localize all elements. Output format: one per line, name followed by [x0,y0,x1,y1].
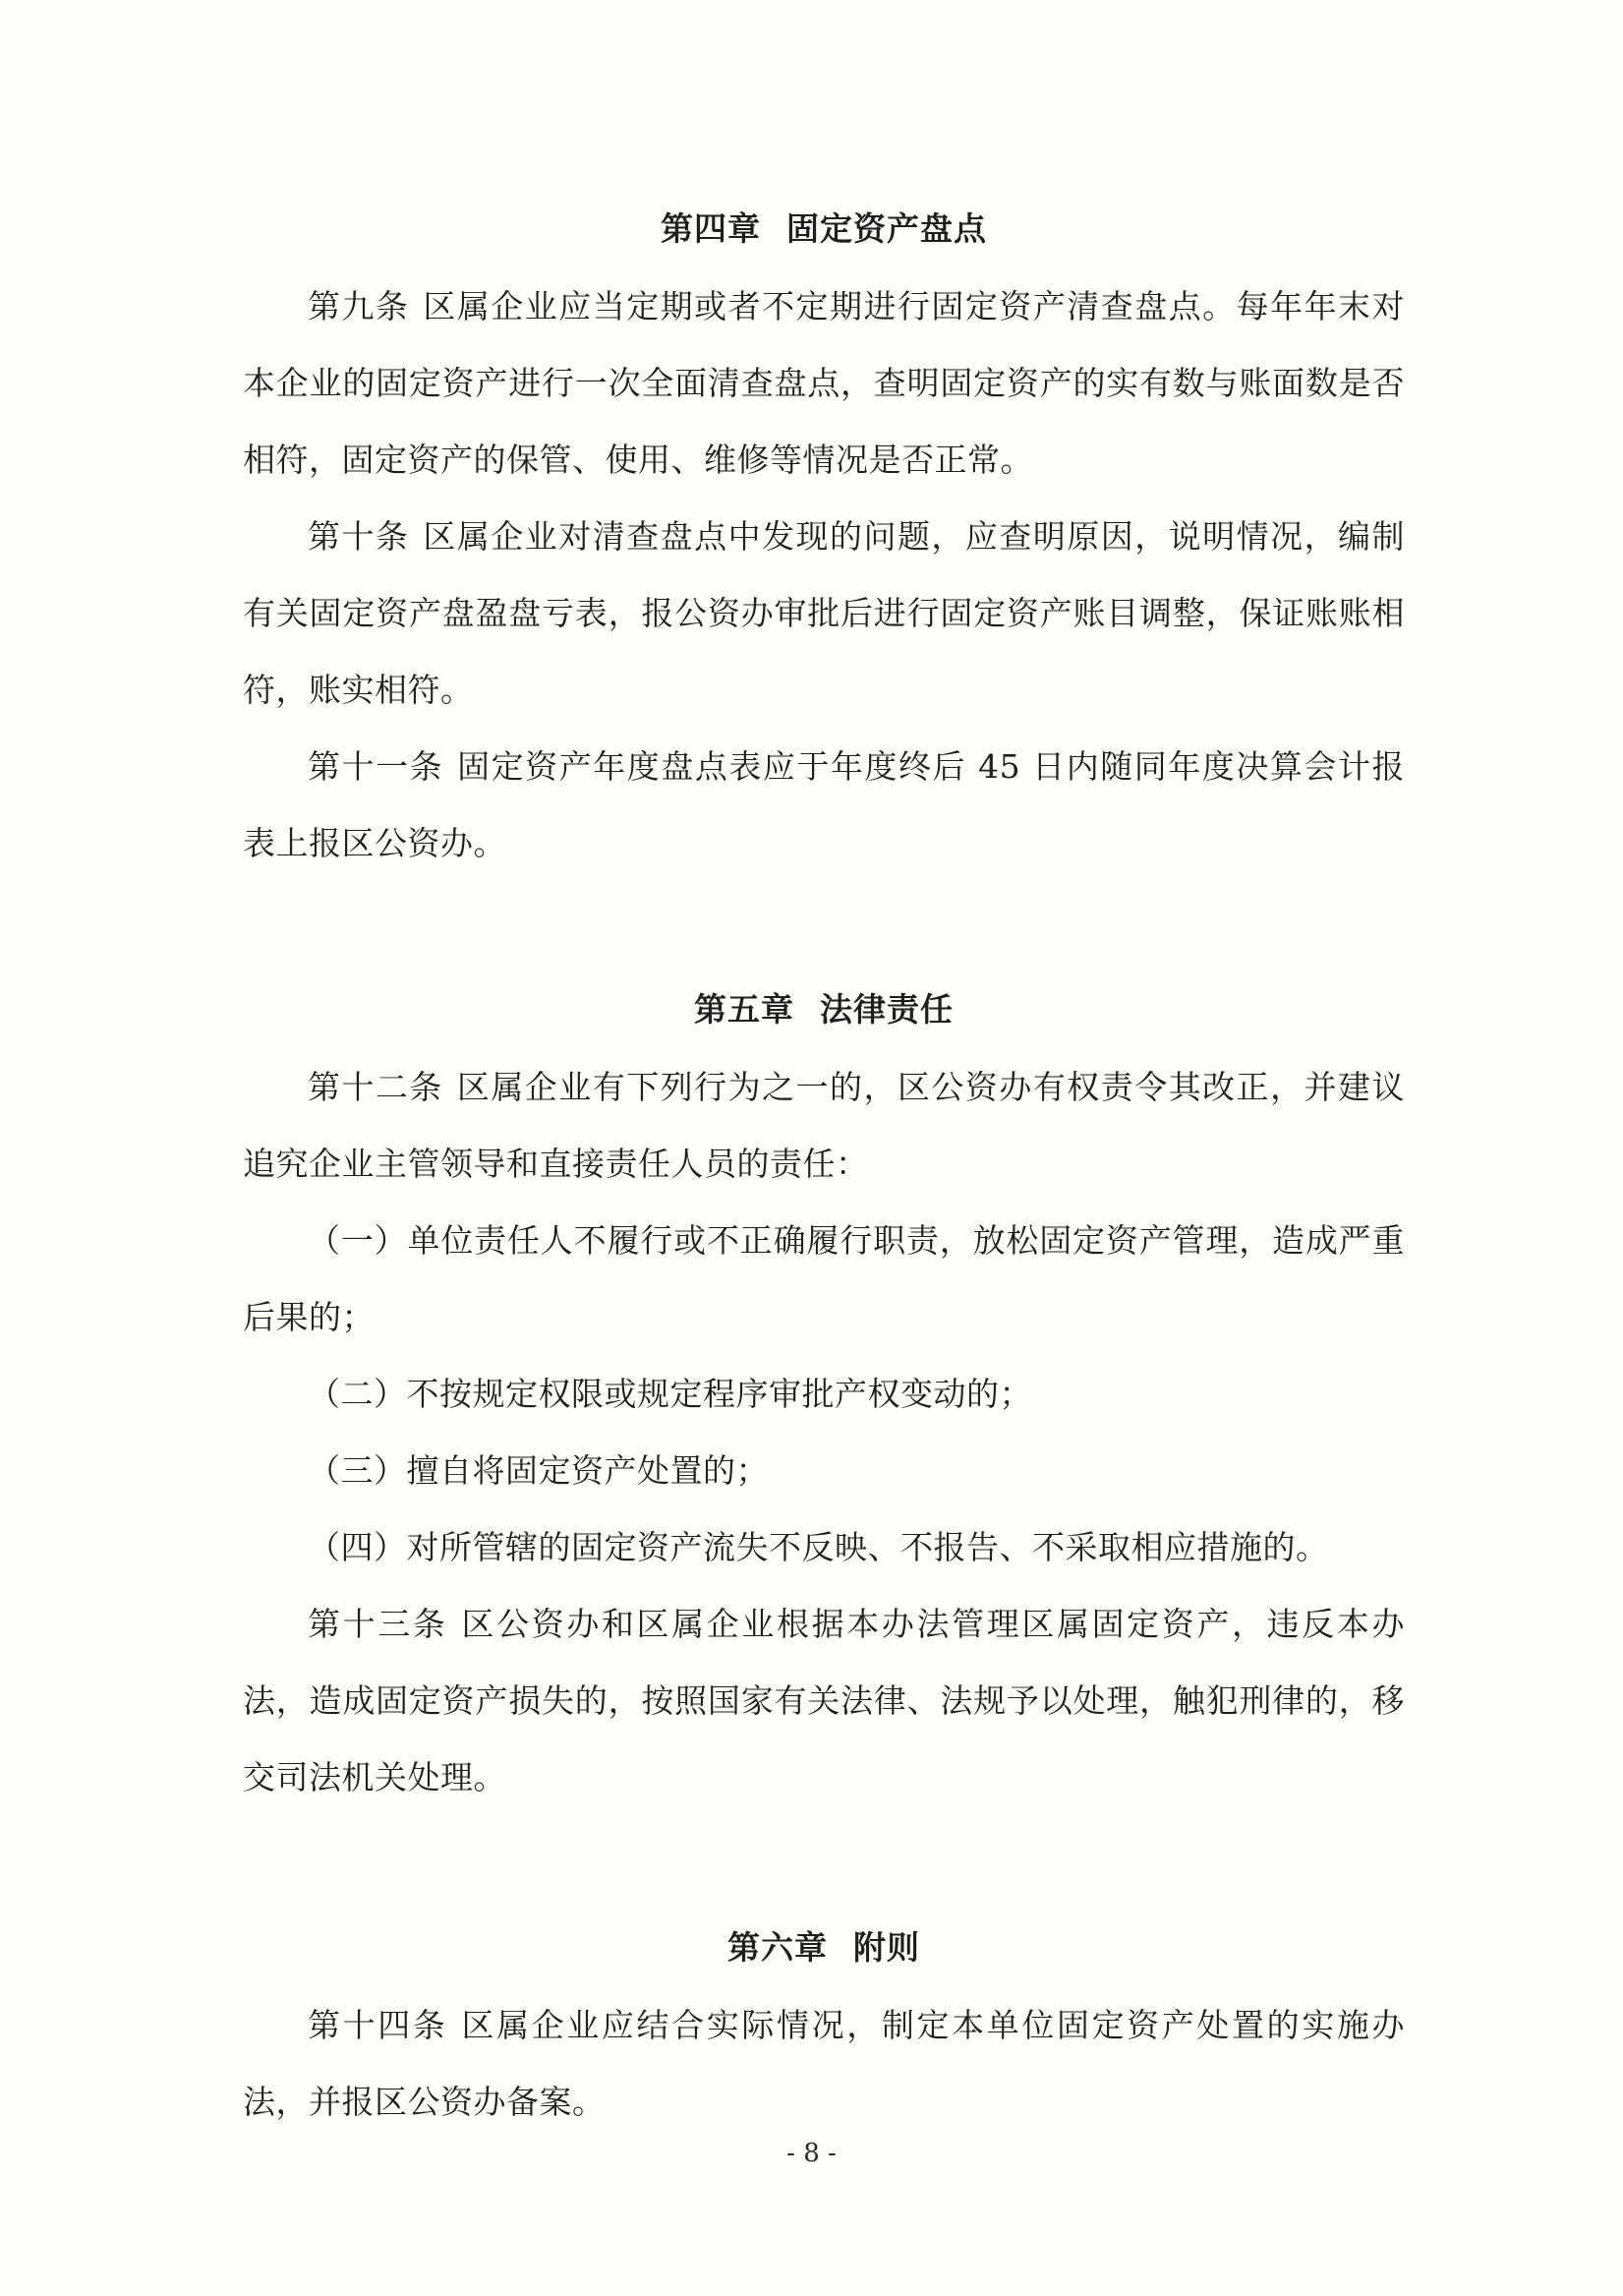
article-lead: 第十一条 [308,747,444,786]
chapter-number: 第四章 [661,209,761,248]
chapter-title: 附则 [853,1928,920,1967]
article-14 [243,1987,1405,2141]
list-item-4 [243,1509,1405,1586]
page-number: - 8 - [786,2139,837,2168]
page-content [243,202,1405,2141]
list-item-marker: （三） [308,1451,407,1490]
chapter-number: 第六章 [727,1928,828,1967]
chapter-5-heading [243,982,1405,1037]
chapter-title: 法律责任 [820,990,954,1029]
article-13 [243,1586,1405,1816]
article-lead: 第九条 [308,287,410,325]
article-text: 区属企业应结合实际情况，制定本单位固定资产处置的实施办法，并报区公资办备案。 [243,2006,1406,2121]
chapter-title: 固定资产盘点 [786,209,987,248]
article-text: 区公资办和区属企业根据本办法管理区属固定资产，违反本办法，造成固定资产损失的，按照国家有关法律、法规予以处理，触犯刑律的，移交司法机关处理。 [243,1605,1406,1796]
article-lead: 第十三条 [308,1605,448,1643]
article-text: 固定资产年度盘点表应于年度终后 45 日内随同年度决算会计报表上报区公资办。 [243,747,1405,862]
list-item-marker: （二） [308,1375,407,1413]
article-lead: 第十二条 [308,1068,443,1106]
list-item-text: 擅自将固定资产处置的； [406,1451,769,1490]
article-text: 区属企业应当定期或者不定期进行固定资产清查盘点。每年年末对本企业的固定资产进行一次全面清查盘点，查明固定资产的实有数与账面数是否相符，固定资产的保管、使用、维修等情况是否正常。 [243,287,1406,479]
chapter-4-heading [243,202,1405,257]
list-item-3 [243,1433,1405,1509]
list-item-marker: （一） [308,1221,408,1260]
list-item-text: 对所管辖的固定资产流失不反映、不报告、不采取相应措施的。 [406,1528,1329,1566]
article-text: 区属企业有下列行为之一的，区公资办有权责令其改正，并建议追究企业主管领导和直接责任人员的责任： [243,1068,1406,1183]
article-12 [243,1049,1405,1203]
article-9 [243,268,1405,499]
list-item-2 [243,1356,1405,1433]
article-text: 区属企业对清查盘点中发现的问题，应查明原因，说明情况，编制有关固定资产盘盈盘亏表，报公资办审批后进行固定资产账目调整，保证账账相符，账实相符。 [243,517,1406,709]
article-lead: 第十四条 [308,2006,448,2044]
list-item-marker: （四） [308,1528,407,1566]
article-10 [243,499,1405,729]
list-item-text: 单位责任人不履行或不正确履行职责，放松固定资产管理，造成严重后果的； [243,1221,1405,1336]
article-lead: 第十条 [308,517,410,556]
chapter-number: 第五章 [694,990,794,1029]
article-11 [243,729,1405,882]
list-item-text: 不按规定权限或规定程序审批产权变动的； [406,1375,1032,1413]
chapter-6-heading [243,1920,1405,1975]
list-item-1 [243,1203,1405,1356]
